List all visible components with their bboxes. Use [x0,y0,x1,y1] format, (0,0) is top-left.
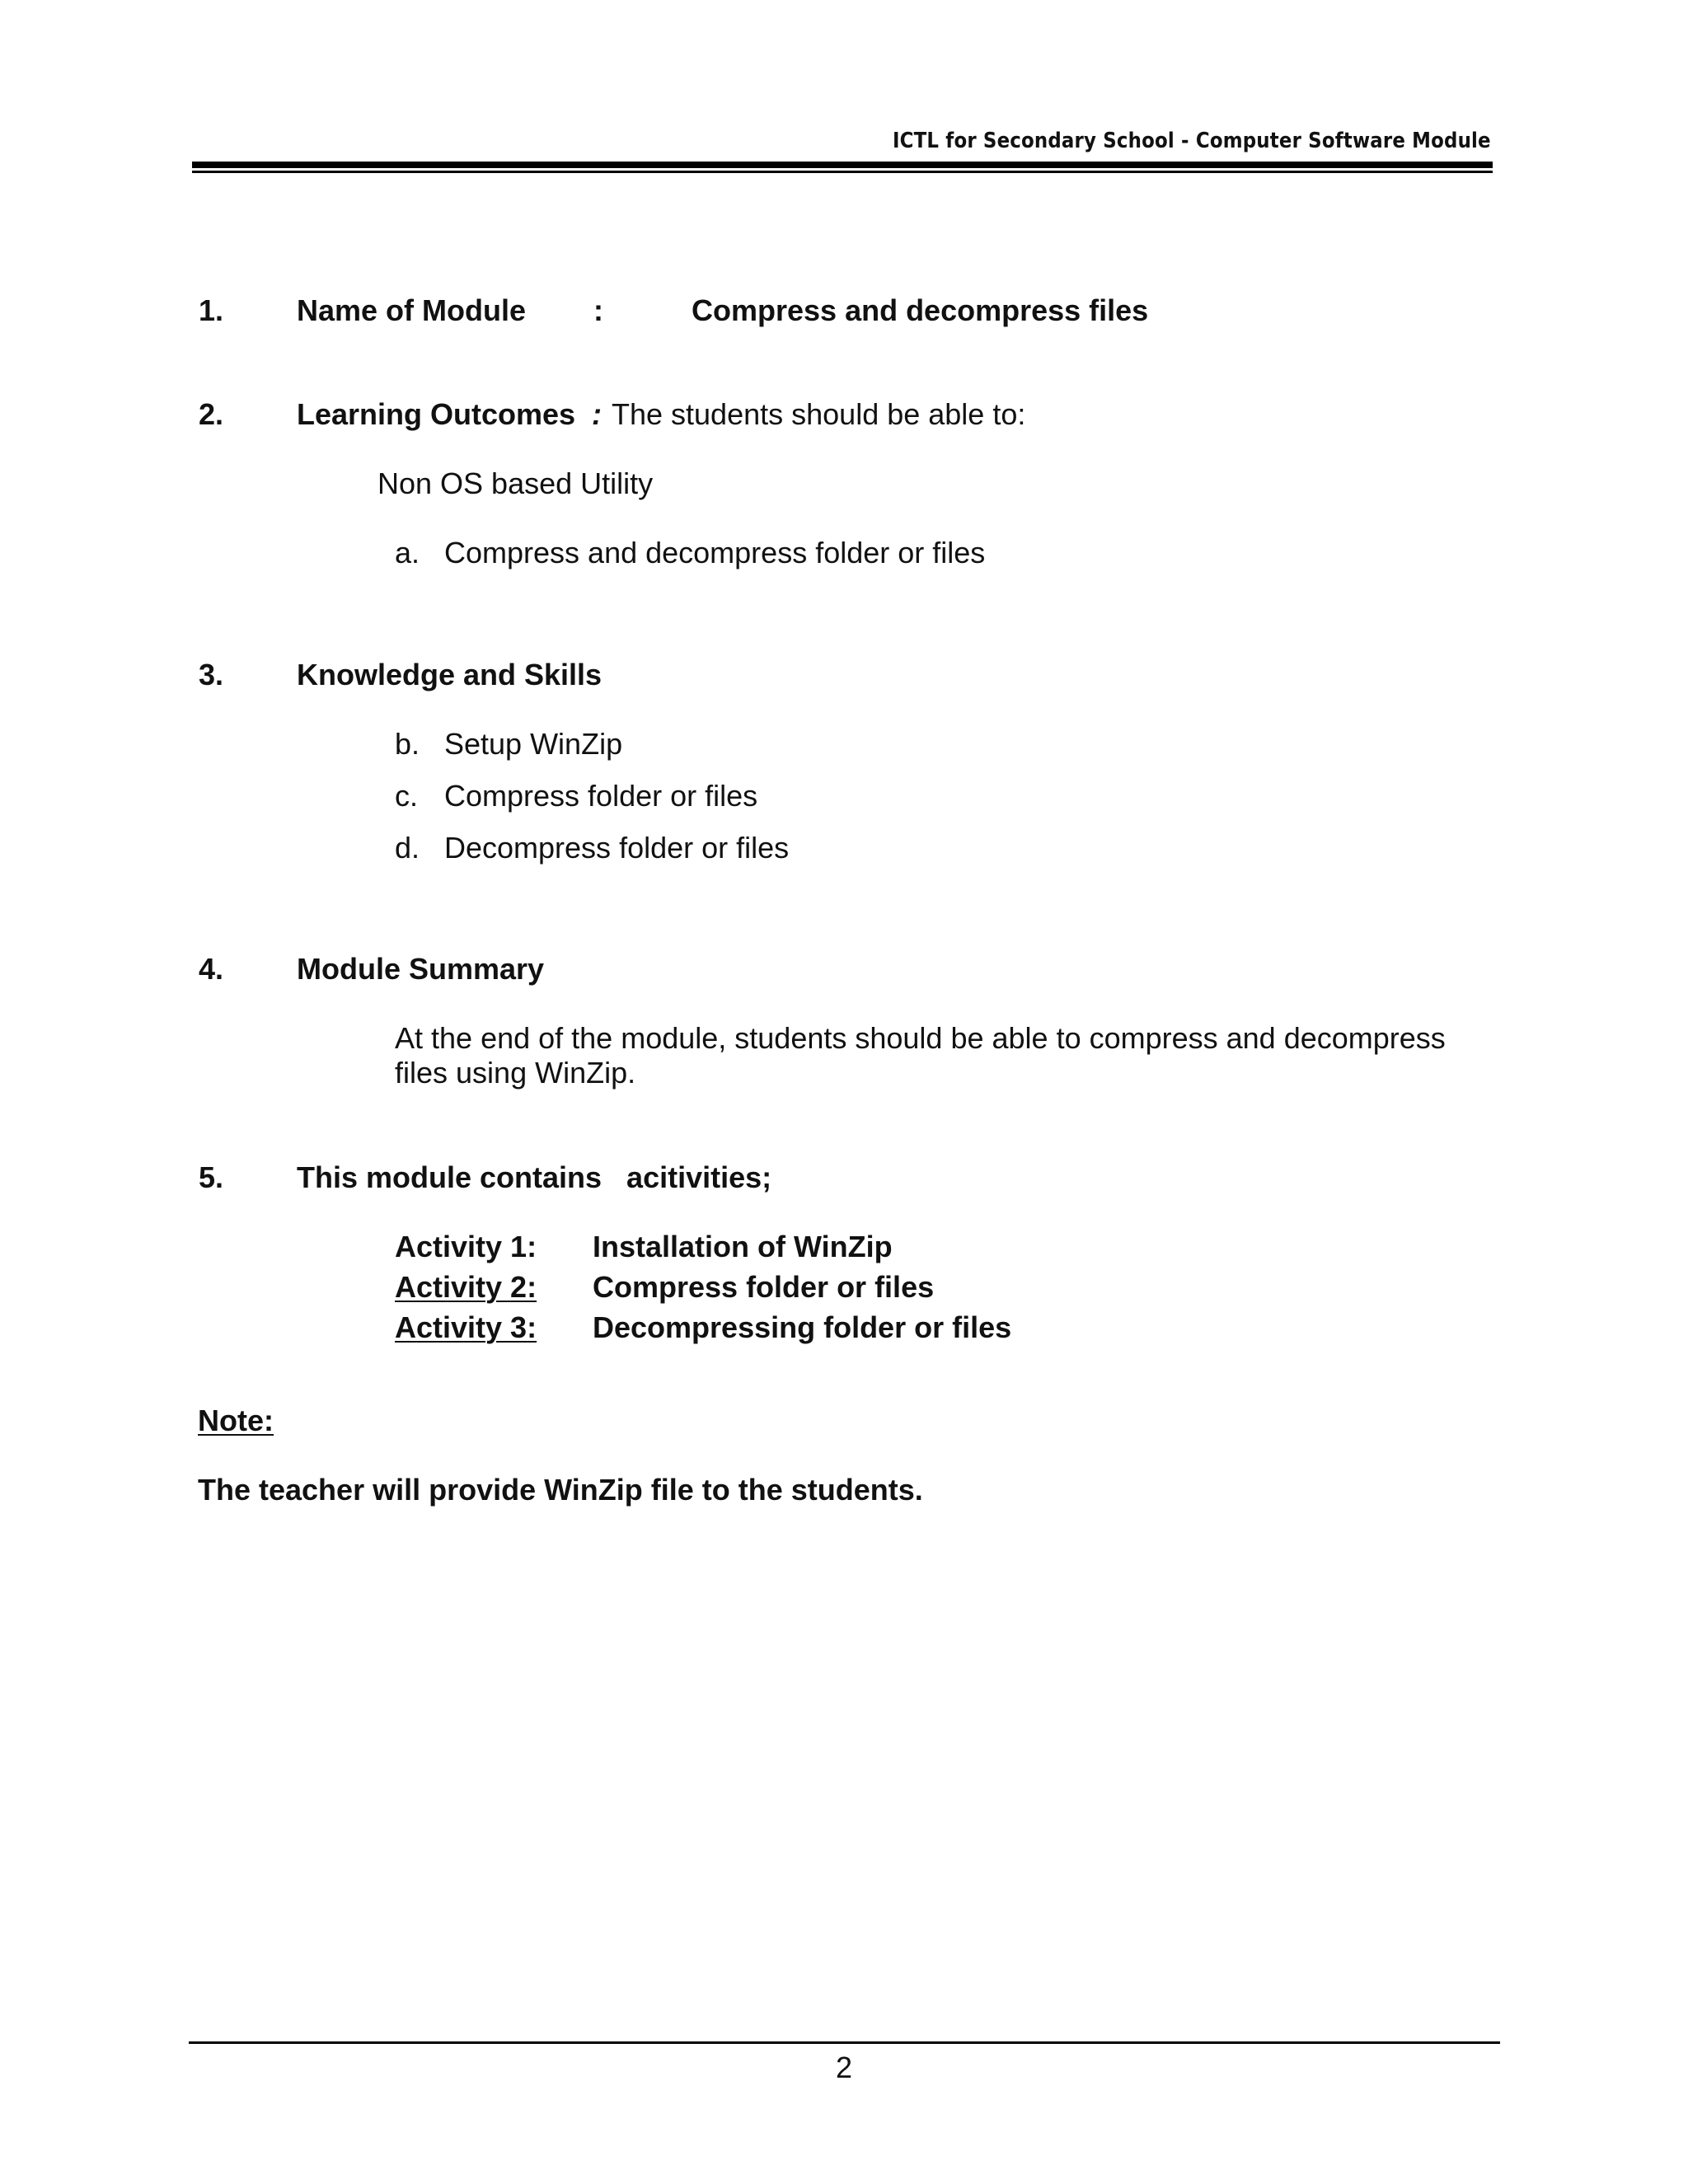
section-1-number: 1. [199,293,224,327]
section-3-number: 3. [199,658,224,691]
module-summary-line-1: At the end of the module, students should be able to compress and decompress [395,1021,1446,1055]
activity-2-title: Compress folder or files [593,1270,935,1304]
header-rule-thin [192,171,1493,173]
activity-1-title: Installation of WinZip [593,1230,893,1263]
section-4-label: Module Summary [297,952,545,986]
outcome-a-marker: a. [395,536,420,569]
section-2-colon: : [592,397,602,431]
running-header: ICTL for Secondary School - Computer Software Module [893,129,1491,153]
skill-c-text: Compress folder or files [444,779,758,813]
activity-2-label: Activity 2: [395,1270,537,1304]
note-text: The teacher will provide WinZip file to the students. [198,1473,923,1507]
section-1-label: Name of Module [297,293,527,327]
module-summary-line-2: files using WinZip. [395,1056,636,1090]
learning-outcomes-intro: The students should be able to: [612,397,1026,431]
skill-b-text: Setup WinZip [444,727,623,761]
section-1-colon: : [593,293,603,327]
activity-1-label: Activity 1: [395,1230,537,1263]
page-number: 2 [836,2050,853,2084]
section-5-label: This module contains acitivities; [297,1160,772,1194]
skill-d-text: Decompress folder or files [444,831,790,865]
skill-d-marker: d. [395,831,420,865]
note-label: Note: [198,1404,274,1437]
section-3-label: Knowledge and Skills [297,658,603,691]
outcome-a-text: Compress and decompress folder or files [444,536,986,569]
section-2-number: 2. [199,397,224,431]
module-name: Compress and decompress files [692,293,1149,327]
learning-outcomes-subheading: Non OS based Utility [377,466,654,500]
skill-c-marker: c. [395,779,419,813]
activity-3-title: Decompressing folder or files [593,1310,1012,1344]
section-4-number: 4. [199,952,224,986]
activity-3-label: Activity 3: [395,1310,537,1344]
header-rule-thick [192,162,1493,168]
footer-rule [189,2041,1500,2044]
section-5-number: 5. [199,1160,224,1194]
section-2-label: Learning Outcomes [297,397,576,431]
skill-b-marker: b. [395,727,420,761]
